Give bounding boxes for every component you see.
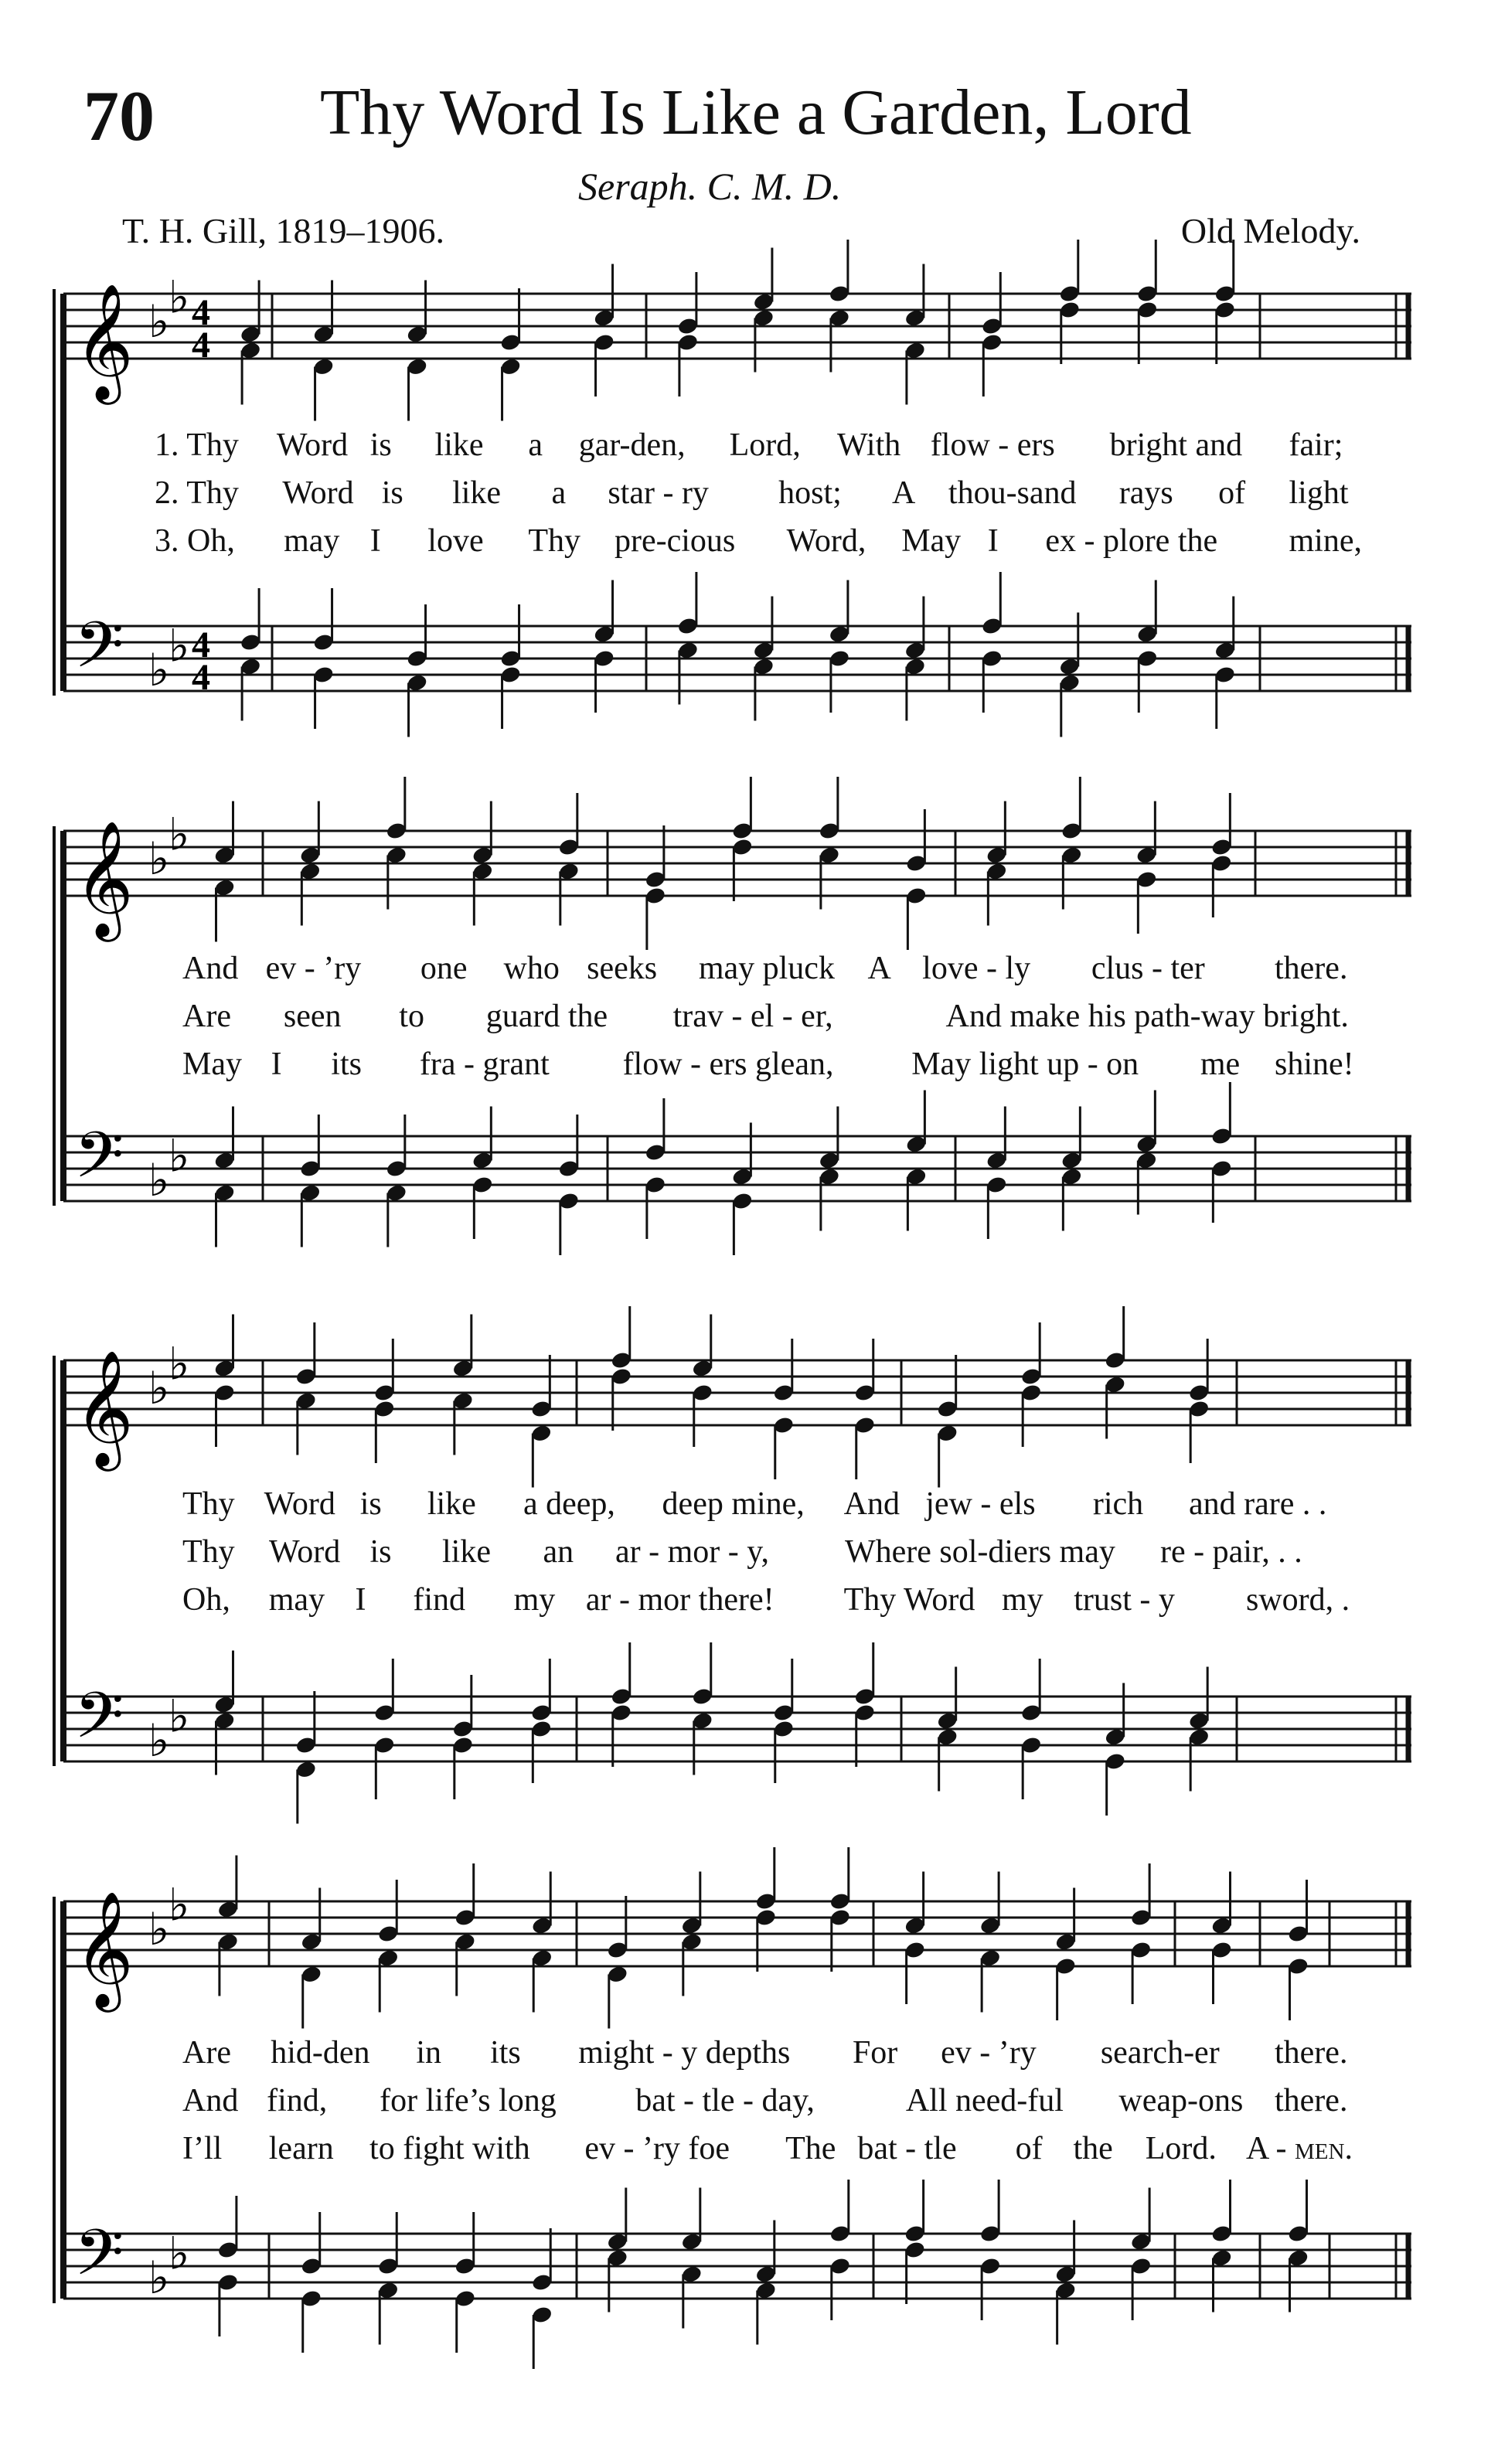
flat-icon: ♭ — [148, 1362, 170, 1414]
lyric-syllable: rich — [1092, 1486, 1144, 1522]
lyric-syllable: May light up - on — [911, 1047, 1139, 1082]
verse-1-line — [0, 1488, 1498, 1526]
lyric-syllable: to — [399, 999, 424, 1034]
lyric-syllable: light — [1289, 475, 1349, 511]
flat-icon: ♭ — [169, 619, 190, 672]
lyric-syllable: Where sol-diers may — [845, 1534, 1115, 1570]
lyric-syllable: flow - ers — [930, 427, 1055, 463]
hymn-title: Thy Word Is Like a Garden, Lord — [320, 77, 1192, 148]
lyric-syllable: Word — [282, 475, 354, 511]
lyric-syllable: I — [355, 1582, 366, 1618]
lyric-syllable: love — [427, 523, 484, 559]
lyric-syllable: there. — [1275, 2083, 1348, 2119]
lyric-syllable: like — [442, 1534, 491, 1570]
lyric-syllable: re - pair, . . — [1160, 1534, 1302, 1570]
lyric-syllable: host; — [778, 475, 842, 511]
lyric-syllable: The — [785, 2131, 836, 2166]
treble-clef-icon: 𝄞 — [74, 282, 134, 400]
lyric-syllable: an — [543, 1534, 574, 1570]
lyric-syllable: the — [1073, 2131, 1113, 2166]
time-signature: 4 — [192, 625, 210, 665]
lyric-syllable: Word — [269, 1534, 341, 1570]
lyric-syllable: 2. Thy — [155, 475, 239, 511]
flat-icon: ♭ — [169, 1878, 190, 1931]
lyric-syllable: Thy Word — [843, 1582, 975, 1618]
bass-clef-icon: 𝄢 — [74, 1118, 124, 1208]
lyric-syllable: And — [182, 2083, 239, 2119]
lyric-syllable: clus - ter — [1091, 951, 1205, 986]
bass-clef-icon: 𝄢 — [74, 607, 124, 698]
lyric-syllable: may — [284, 523, 340, 559]
lyric-syllable: flow - ers glean, — [622, 1047, 834, 1082]
lyric-syllable: there. — [1275, 2035, 1348, 2071]
lyric-syllable: a — [528, 427, 543, 463]
lyric-syllable: guard the — [485, 999, 608, 1034]
flat-icon: ♭ — [169, 271, 190, 324]
flat-icon: ♭ — [169, 1690, 190, 1743]
lyric-syllable: like — [434, 427, 484, 463]
lyric-syllable: 3. Oh, — [155, 523, 235, 559]
lyric-syllable: is — [359, 1486, 382, 1522]
lyric-syllable: A — [867, 951, 891, 986]
verse-2-line — [0, 1000, 1498, 1039]
lyric-syllable: seen — [283, 999, 342, 1034]
lyric-syllable: love - ly — [922, 951, 1031, 986]
lyric-syllable: thou-sand — [948, 475, 1077, 511]
lyric-syllable: a deep, — [523, 1486, 615, 1522]
lyric-syllable: search-er — [1100, 2035, 1220, 2071]
bass-clef-icon: 𝄢 — [74, 2215, 124, 2306]
time-signature: 4 — [192, 292, 210, 333]
lyric-syllable: jew - els — [925, 1486, 1036, 1522]
treble-clef-icon: 𝄞 — [74, 1349, 134, 1466]
flat-icon: ♭ — [148, 1714, 170, 1767]
lyric-syllable: Thy — [182, 1534, 235, 1570]
lyric-syllable: find, — [267, 2083, 328, 2119]
lyric-syllable: ex - plore the — [1045, 523, 1218, 559]
lyric-syllable: find — [413, 1582, 465, 1618]
flat-icon: ♭ — [148, 644, 170, 696]
flat-icon: ♭ — [148, 1154, 170, 1206]
verse-3-line — [0, 1584, 1498, 1622]
lyric-syllable: may — [268, 1582, 325, 1618]
lyric-syllable: and rare . . — [1189, 1486, 1327, 1522]
lyric-syllable: like — [452, 475, 502, 511]
lyric-syllable: deep mine, — [662, 1486, 805, 1522]
lyric-syllable: weap-ons — [1118, 2083, 1244, 2119]
lyric-syllable: of — [1015, 2131, 1043, 2166]
bass-clef-icon: 𝄢 — [74, 1678, 124, 1768]
verse-3-line — [0, 525, 1498, 563]
lyric-syllable: bright and — [1109, 427, 1243, 463]
time-signature: 4 — [192, 657, 210, 698]
verse-2-line — [0, 2085, 1498, 2123]
lyric-syllable: fair; — [1289, 427, 1343, 463]
lyric-syllable: bat - tle — [857, 2131, 957, 2166]
lyric-syllable: May — [901, 523, 962, 559]
lyric-syllable: And — [182, 951, 239, 986]
lyric-syllable: Are — [182, 2035, 231, 2071]
lyric-syllable: in — [416, 2035, 442, 2071]
lyric-syllable: a — [551, 475, 567, 511]
lyric-syllable: my — [1001, 1582, 1043, 1618]
lyric-syllable: is — [381, 475, 403, 511]
lyric-syllable: 1. Thy — [155, 427, 239, 463]
lyric-syllable: sword, . — [1246, 1582, 1350, 1618]
lyric-syllable: trav - el - er, — [672, 999, 833, 1034]
hymn-number: 70 — [83, 77, 155, 155]
lyric-syllable: of — [1218, 475, 1246, 511]
lyric-syllable: I — [369, 523, 381, 559]
verse-1-line — [0, 952, 1498, 991]
lyric-syllable: learn — [268, 2131, 334, 2166]
lyric-syllable: ev - ’ry — [265, 951, 362, 986]
treble-clef-icon: 𝄞 — [74, 1890, 134, 2007]
verse-3-line — [0, 1048, 1498, 1087]
lyric-syllable: For — [852, 2035, 898, 2071]
flat-icon: ♭ — [169, 1129, 190, 1183]
lyric-syllable: Word, — [786, 523, 866, 559]
lyric-syllable: shine! — [1275, 1047, 1354, 1082]
lyric-syllable: A - men. — [1246, 2131, 1353, 2166]
lyric-syllable: ar - mor there! — [585, 1582, 775, 1618]
lyric-syllable: A — [892, 475, 916, 511]
lyric-syllable: And make his path-way bright. — [945, 999, 1349, 1034]
lyric-syllable: like — [427, 1486, 476, 1522]
lyric-syllable: my — [513, 1582, 556, 1618]
lyric-syllable: its — [331, 1047, 362, 1082]
verse-2-line — [0, 1536, 1498, 1574]
lyric-syllable: All need-ful — [905, 2083, 1064, 2119]
lyric-syllable: Word — [276, 427, 349, 463]
lyric-syllable: With — [836, 427, 901, 463]
lyric-syllable: ar - mor - y, — [615, 1534, 770, 1570]
flat-icon: ♭ — [169, 808, 190, 861]
flat-icon: ♭ — [169, 1337, 190, 1390]
lyric-syllable: May — [182, 1047, 242, 1082]
lyric-syllable: hid-den — [271, 2035, 370, 2071]
flat-icon: ♭ — [148, 2251, 170, 2304]
lyric-syllable: rays — [1118, 475, 1173, 511]
lyric-syllable: me — [1200, 1047, 1241, 1082]
lyric-syllable: may pluck — [698, 951, 835, 986]
verse-3-line — [0, 2132, 1498, 2171]
lyric-syllable: one — [420, 951, 468, 986]
lyric-syllable: is — [369, 427, 392, 463]
lyric-syllable: And — [843, 1486, 900, 1522]
flat-icon: ♭ — [169, 2227, 190, 2280]
lyric-syllable: mine, — [1289, 523, 1362, 559]
lyric-syllable: pre-cious — [615, 523, 736, 559]
flat-icon: ♭ — [148, 1903, 170, 1955]
lyric-syllable: star - ry — [608, 475, 709, 511]
author-credit: T. H. Gill, 1819–1906. — [122, 211, 444, 250]
lyric-syllable: is — [369, 1534, 392, 1570]
lyric-syllable: Oh, — [182, 1582, 230, 1618]
lyric-syllable: Are — [182, 999, 231, 1034]
lyric-syllable: Lord. — [1145, 2131, 1217, 2166]
lyric-syllable: Lord, — [729, 427, 801, 463]
lyric-syllable: to fight with — [369, 2131, 530, 2166]
lyric-syllable: Thy — [528, 523, 581, 559]
verse-2-line — [0, 477, 1498, 516]
lyric-syllable: gar-den, — [578, 427, 686, 463]
lyric-syllable: Word — [264, 1486, 335, 1522]
lyric-syllable: I’ll — [182, 2131, 223, 2166]
flat-icon: ♭ — [148, 295, 170, 348]
verse-1-line — [0, 2037, 1498, 2075]
lyric-syllable: trust - y — [1074, 1582, 1175, 1618]
time-signature: 4 — [192, 325, 210, 366]
lyric-syllable: I — [987, 523, 999, 559]
lyric-syllable: Thy — [182, 1486, 235, 1522]
lyric-syllable: fra - grant — [419, 1047, 550, 1082]
lyric-syllable: seeks — [587, 951, 658, 986]
lyric-syllable: I — [271, 1047, 282, 1082]
lyric-syllable: might - y depths — [578, 2035, 791, 2071]
lyric-syllable: for life’s long — [380, 2083, 557, 2119]
composer-credit: Old Melody. — [1180, 211, 1360, 250]
lyric-syllable: its — [490, 2035, 521, 2071]
treble-clef-icon: 𝄞 — [74, 819, 134, 937]
lyric-syllable: who — [503, 951, 560, 986]
lyric-syllable: there. — [1275, 951, 1348, 986]
lyric-syllable: ev - ’ry foe — [584, 2131, 730, 2166]
verse-1-line — [0, 429, 1498, 468]
lyric-syllable: ev - ’ry — [941, 2035, 1037, 2071]
lyric-syllable: bat - tle - day, — [635, 2083, 815, 2119]
flat-icon: ♭ — [148, 832, 170, 885]
tune-meter: Seraph. C. M. D. — [578, 165, 842, 208]
